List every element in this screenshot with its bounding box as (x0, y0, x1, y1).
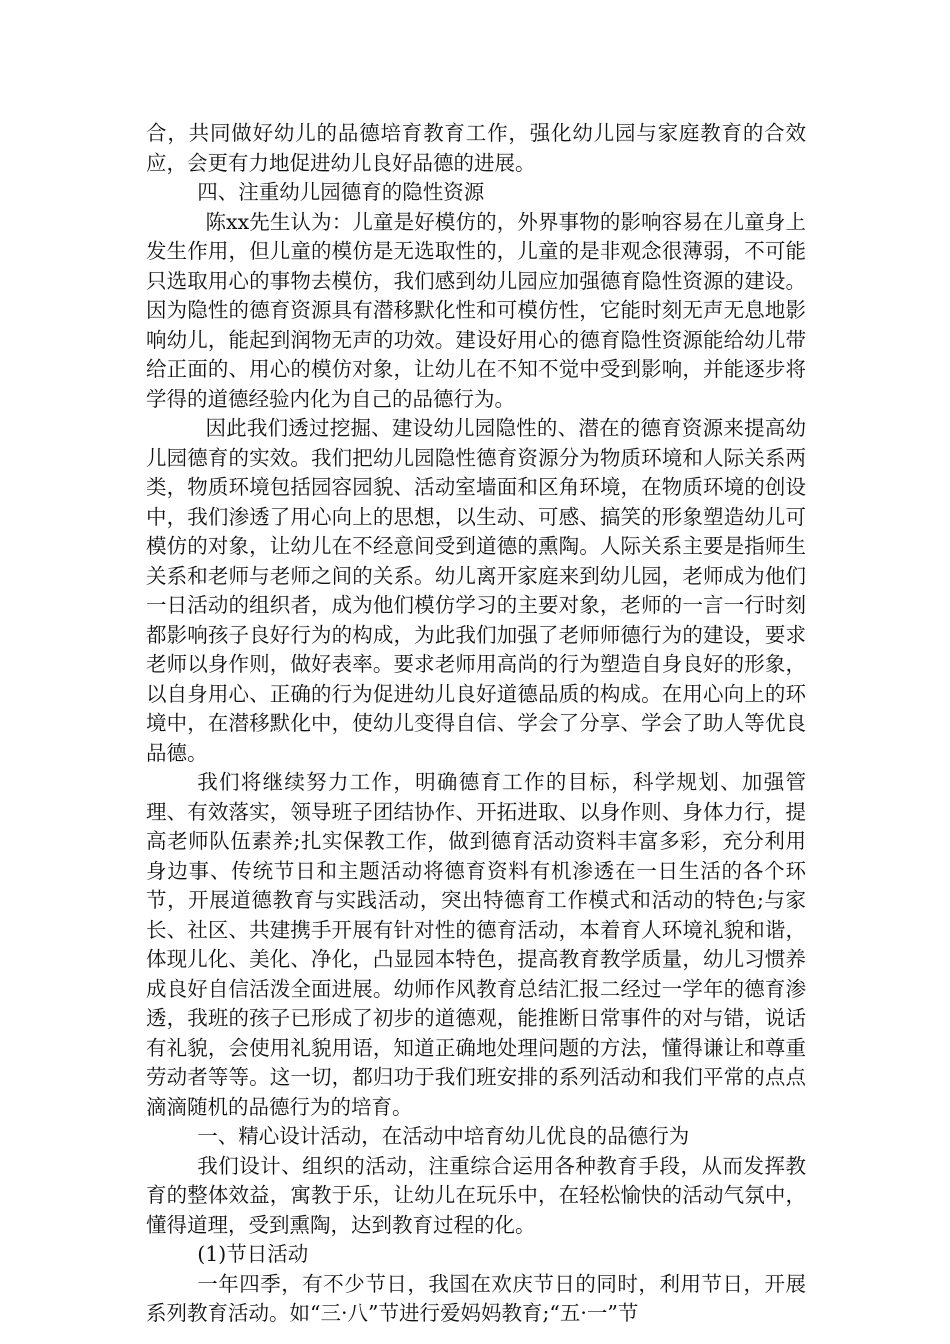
paragraph-chen-quote: 陈xx先生认为：儿童是好模仿的，外界事物的影响容易在儿童身上发生作用，但儿童的模仿是无选取性的，儿童的是非观念很薄弱，不可能只选取用心的事物去模仿，我们感到幼儿园应加强德育隐性资源的建设。因为隐性的德育资源具有潜移默化性和可模仿性，它能时刻无声无息地影响幼儿，能起到润物无声的功效。建设好用心的德育隐性资源能给幼儿带给正面的、用心的模仿对象，让幼儿在不知不觉中受到影响，并能逐步将学得的道德经验内化为自己的品德行为。 (146, 209, 806, 411)
section-heading-four: 四、注重幼儿园德育的隐性资源 (197, 180, 485, 204)
paragraph-hidden-resources: 因此我们透过挖掘、建设幼儿园隐性的、潜在的德育资源来提高幼儿园德育的实效。我们把幼儿园隐性德育资源分为物质环境和人际关系两类，物质环境包括园容园貌、活动室墙面和区角环境，在物质环境的创设中，我们渗透了用心向上的思想，以生动、可感、搞笑的形象塑造幼儿可模仿的对象，让幼儿在不经意间受到道德的熏陶。人际关系主要是指师生关系和老师与老师之间的关系。幼儿离开家庭来到幼儿园，老师成为他们一日活动的组织者，成为他们模仿学习的主要对象，老师的一言一行时刻都影响孩子良好行为的构成，为此我们加强了老师师德行为的建设，要求老师以身作则，做好表率。要求老师用高尚的行为塑造自身良好的形象，以自身用心、正确的行为促进幼儿良好道德品质的构成。在用心向上的环境中，在潜移默化中，使幼儿变得自信、学会了分享、学会了助人等优良品德。 (146, 416, 806, 765)
paragraph-continuation: 合，共同做好幼儿的品德培育教育工作，强化幼儿园与家庭教育的合效应，会更有力地促进幼儿良好品德的进展。 (146, 121, 806, 175)
section-heading-one: 一、精心设计活动，在活动中培育幼儿优良的品德行为 (197, 1124, 690, 1148)
paragraph-continue-work: 我们将继续努力工作，明确德育工作的目标，科学规划、加强管理、有效落实，领导班子团结协作、开拓进取、以身作则、身体力行，提高老师队伍素养;扎实保教工作，做到德育活动资料丰富多彩，充分利用身边事、传统节日和主题活动将德育资料有机渗透在一日生活的各个环节，开展道德教育与实践活动，突出特德育工作模式和活动的特色;与家长、社区、共建携手开展有针对性的德育活动，本着育人环境礼貌和谐，体现儿化、美化、净化，凸显园本特色，提高教育教学质量，幼儿习惯养成良好自信活泼全面进展。幼师作风教育总结汇报二经过一学年的德育渗透，我班的孩子已形成了初步的道德观，能推断日常事件的对与错，说话有礼貌，会使用礼貌用语，知道正确地处理问题的方法，懂得谦让和尊重劳动者等等。这一切，都归功于我们班安排的系列活动和我们平常的点点滴滴随机的品德行为的培育。 (146, 770, 806, 1119)
paragraph-activity-design: 我们设计、组织的活动，注重综合运用各种教育手段，从而发挥教育的整体效益，寓教于乐，让幼儿在玩乐中，在轻松愉快的活动气氛中，懂得道理，受到熏陶，达到教育过程的化。 (146, 1153, 806, 1237)
document-body (146, 119, 806, 1329)
paragraph-festivals: 一年四季，有不少节日，我国在欢庆节日的同时，利用节日，开展系列教育活动。如“三·八”节进行爱妈妈教育;“五·一”节 (146, 1271, 806, 1325)
subheading-festival-activities: (1)节日活动 (197, 1242, 309, 1266)
